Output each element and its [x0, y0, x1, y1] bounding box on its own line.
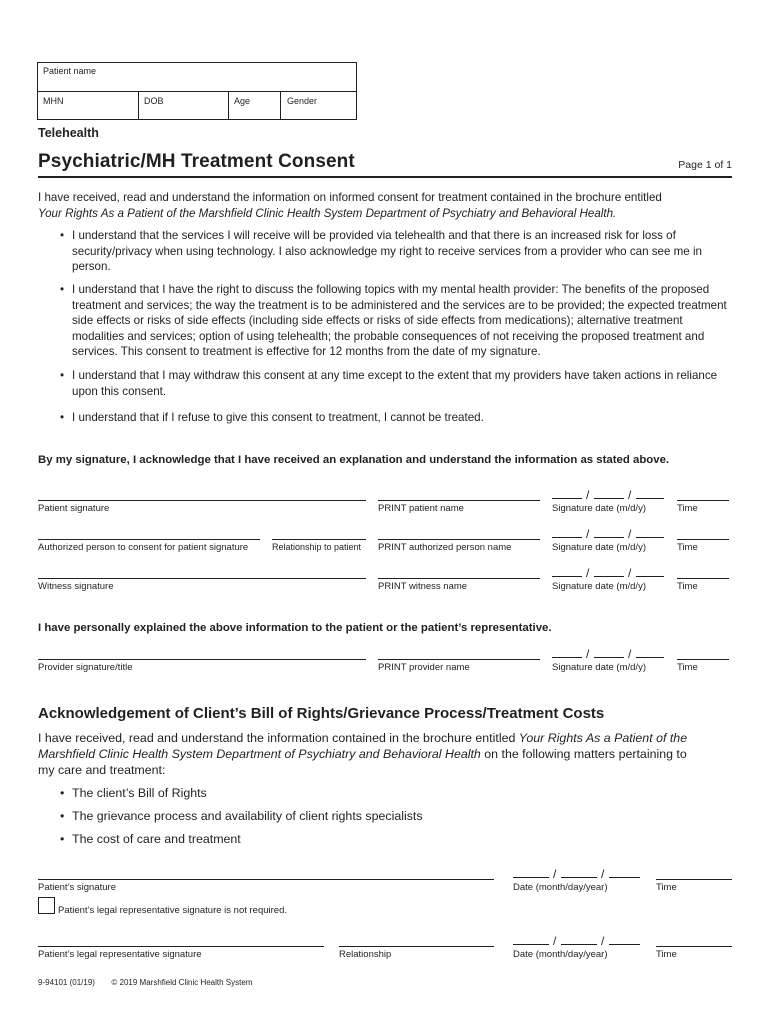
time-line[interactable] — [677, 539, 729, 540]
ack-intro-italic2: Marshfield Clinic Health System Department of Psychiatry and Behavioral Health — [38, 747, 481, 761]
bullet-dot: • — [60, 283, 65, 296]
date-slash: / — [601, 867, 605, 881]
bullet-dot: • — [60, 229, 65, 242]
patients-signature-line[interactable] — [38, 879, 494, 880]
signature-date-label: Signature date (m/d/y) — [552, 542, 646, 553]
not-required-checkbox[interactable] — [38, 897, 55, 914]
date-slash: / — [628, 488, 632, 502]
consent-bullet-text: I understand that I have the right to discuss the following topics with my mental health provider: The benefits of the proposed treatment and services; the way the treatment is to be administered and the services are to be provided; the expected treatment side effects or risks of side effects (including side effects or risks of side effects from medications); alternative treatment modalities and services; option of using telehealth; the probable consequences of not receiving the proposed treatment and services. This consent to treatment is effective for 12 months from the date of my signature. — [72, 283, 727, 358]
consent-bullet-text: I understand that the services I will receive will be provided via telehealth and that there is an increased risk for loss of security/privacy when using technology. I also acknowledge my right to receive services from a provider who can see me in person. — [72, 229, 703, 273]
print-witness-name-label: PRINT witness name — [378, 581, 468, 592]
date-slash: / — [601, 934, 605, 948]
signature-date-field[interactable] — [552, 526, 664, 540]
date-slash: / — [628, 647, 632, 661]
date-field[interactable] — [513, 933, 640, 947]
date-field[interactable] — [513, 866, 640, 880]
signature-date-field[interactable] — [552, 646, 664, 660]
patient-signature-line[interactable] — [38, 500, 366, 501]
consent-bullet-text: I understand that I may withdraw this consent at any time except to the extent that my providers have taken actions in reliance upon this consent. — [72, 369, 718, 398]
consent-bullet — [60, 282, 732, 360]
page-title: Psychiatric/MH Treatment Consent — [38, 151, 355, 172]
consent-intro-line2: Your Rights As a Patient of the Marshfield Clinic Health System Department of Psychiatry and Behavioral Health. — [38, 206, 617, 220]
date-slash: / — [586, 488, 590, 502]
signature-date-label: Signature date (m/d/y) — [552, 662, 646, 673]
bullet-dot: • — [60, 832, 65, 846]
date-label: Date (month/day/year) — [513, 949, 608, 960]
consent-bullet — [60, 410, 732, 426]
patient-info-box — [37, 62, 357, 120]
not-required-label: Patient’s legal representative signature is not required. — [58, 905, 288, 916]
legal-rep-signature-label: Patient’s legal representative signature — [38, 949, 202, 960]
date-slash: / — [553, 934, 557, 948]
provider-signature-line[interactable] — [38, 659, 366, 660]
legal-rep-signature-line[interactable] — [38, 946, 324, 947]
ack-intro-plain2: on the following matters pertaining to — [480, 747, 687, 761]
date-slash: / — [628, 527, 632, 541]
time-line[interactable] — [656, 946, 732, 947]
print-witness-name-line[interactable] — [378, 578, 540, 579]
acknowledge-statement: By my signature, I acknowledge that I have received an explanation and understand the information as stated above. — [38, 454, 670, 466]
relationship-line[interactable] — [339, 946, 494, 947]
signature-date-field[interactable] — [552, 487, 664, 501]
print-patient-name-line[interactable] — [378, 500, 540, 501]
telehealth-label: Telehealth — [38, 126, 99, 140]
gender-label: Gender — [287, 96, 318, 106]
bullet-dot: • — [60, 809, 65, 823]
bullet-dot: • — [60, 369, 65, 382]
provider-statement: I have personally explained the above information to the patient or the patient’s representative. — [38, 622, 552, 634]
authorized-person-signature-line[interactable] — [38, 539, 260, 540]
ack-intro-italic1: Your Rights As a Patient of the — [518, 731, 688, 745]
ack-intro-line3: my care and treatment: — [38, 763, 166, 777]
age-label: Age — [234, 96, 251, 106]
dob-label: DOB — [144, 96, 164, 106]
date-label: Date (month/day/year) — [513, 882, 608, 893]
time-line[interactable] — [677, 659, 729, 660]
signature-date-field[interactable] — [552, 565, 664, 579]
acknowledgement-heading: Acknowledgement of Client’s Bill of Rights/Grievance Process/Treatment Costs — [38, 705, 605, 722]
consent-intro — [38, 190, 738, 221]
consent-bullet — [60, 228, 732, 275]
ack-bullet — [60, 808, 423, 824]
ack-bullet-text: The cost of care and treatment — [72, 832, 241, 846]
ack-intro-plain1: I have received, read and understand the information contained in the brochure entitled — [38, 731, 519, 745]
relationship-to-patient-line[interactable] — [272, 539, 366, 540]
witness-signature-label: Witness signature — [38, 581, 114, 592]
bullet-dot: • — [60, 411, 65, 424]
time-label: Time — [677, 503, 698, 514]
ack-bullet — [60, 785, 207, 801]
authorized-person-label: Authorized person to consent for patient signature — [38, 542, 249, 553]
date-slash: / — [586, 566, 590, 580]
print-provider-name-label: PRINT provider name — [378, 662, 470, 673]
patient-signature-label: Patient signature — [38, 503, 110, 514]
print-authorized-name-line[interactable] — [378, 539, 540, 540]
time-label: Time — [656, 882, 677, 893]
date-slash: / — [553, 867, 557, 881]
title-rule — [38, 176, 732, 178]
date-slash: / — [586, 647, 590, 661]
ack-bullet-text: The client’s Bill of Rights — [72, 786, 207, 800]
print-patient-name-label: PRINT patient name — [378, 503, 464, 514]
footer — [38, 978, 252, 987]
time-label: Time — [656, 949, 677, 960]
date-slash: / — [586, 527, 590, 541]
time-label: Time — [677, 581, 698, 592]
relationship-label: Relationship — [339, 949, 392, 960]
time-label: Time — [677, 542, 698, 553]
time-line[interactable] — [677, 578, 729, 579]
date-slash: / — [628, 566, 632, 580]
consent-bullet — [60, 368, 732, 399]
ack-bullet-text: The grievance process and availability of client rights specialists — [72, 809, 423, 823]
witness-signature-line[interactable] — [38, 578, 366, 579]
print-authorized-name-label: PRINT authorized person name — [378, 542, 512, 553]
copyright: © 2019 Marshfield Clinic Health System — [111, 978, 253, 987]
consent-bullet-text: I understand that if I refuse to give this consent to treatment, I cannot be treated. — [72, 411, 484, 424]
signature-date-label: Signature date (m/d/y) — [552, 503, 646, 514]
print-provider-name-line[interactable] — [378, 659, 540, 660]
bullet-dot: • — [60, 786, 65, 800]
patients-signature-label: Patient’s signature — [38, 882, 116, 893]
time-line[interactable] — [656, 879, 732, 880]
mhn-label: MHN — [43, 96, 64, 106]
form-number: 9-94101 (01/19) — [38, 978, 95, 987]
acknowledgement-intro — [38, 730, 738, 778]
provider-signature-label: Provider signature/title — [38, 662, 133, 673]
consent-intro-line1: I have received, read and understand the information on informed consent for treatment contained in the brochure entitled — [38, 191, 662, 204]
signature-date-label: Signature date (m/d/y) — [552, 581, 646, 592]
time-label: Time — [677, 662, 698, 673]
patient-name-label: Patient name — [43, 66, 97, 76]
relationship-to-patient-label: Relationship to patient — [272, 542, 362, 552]
page-number: Page 1 of 1 — [678, 159, 732, 171]
ack-bullet — [60, 831, 241, 847]
time-line[interactable] — [677, 500, 729, 501]
